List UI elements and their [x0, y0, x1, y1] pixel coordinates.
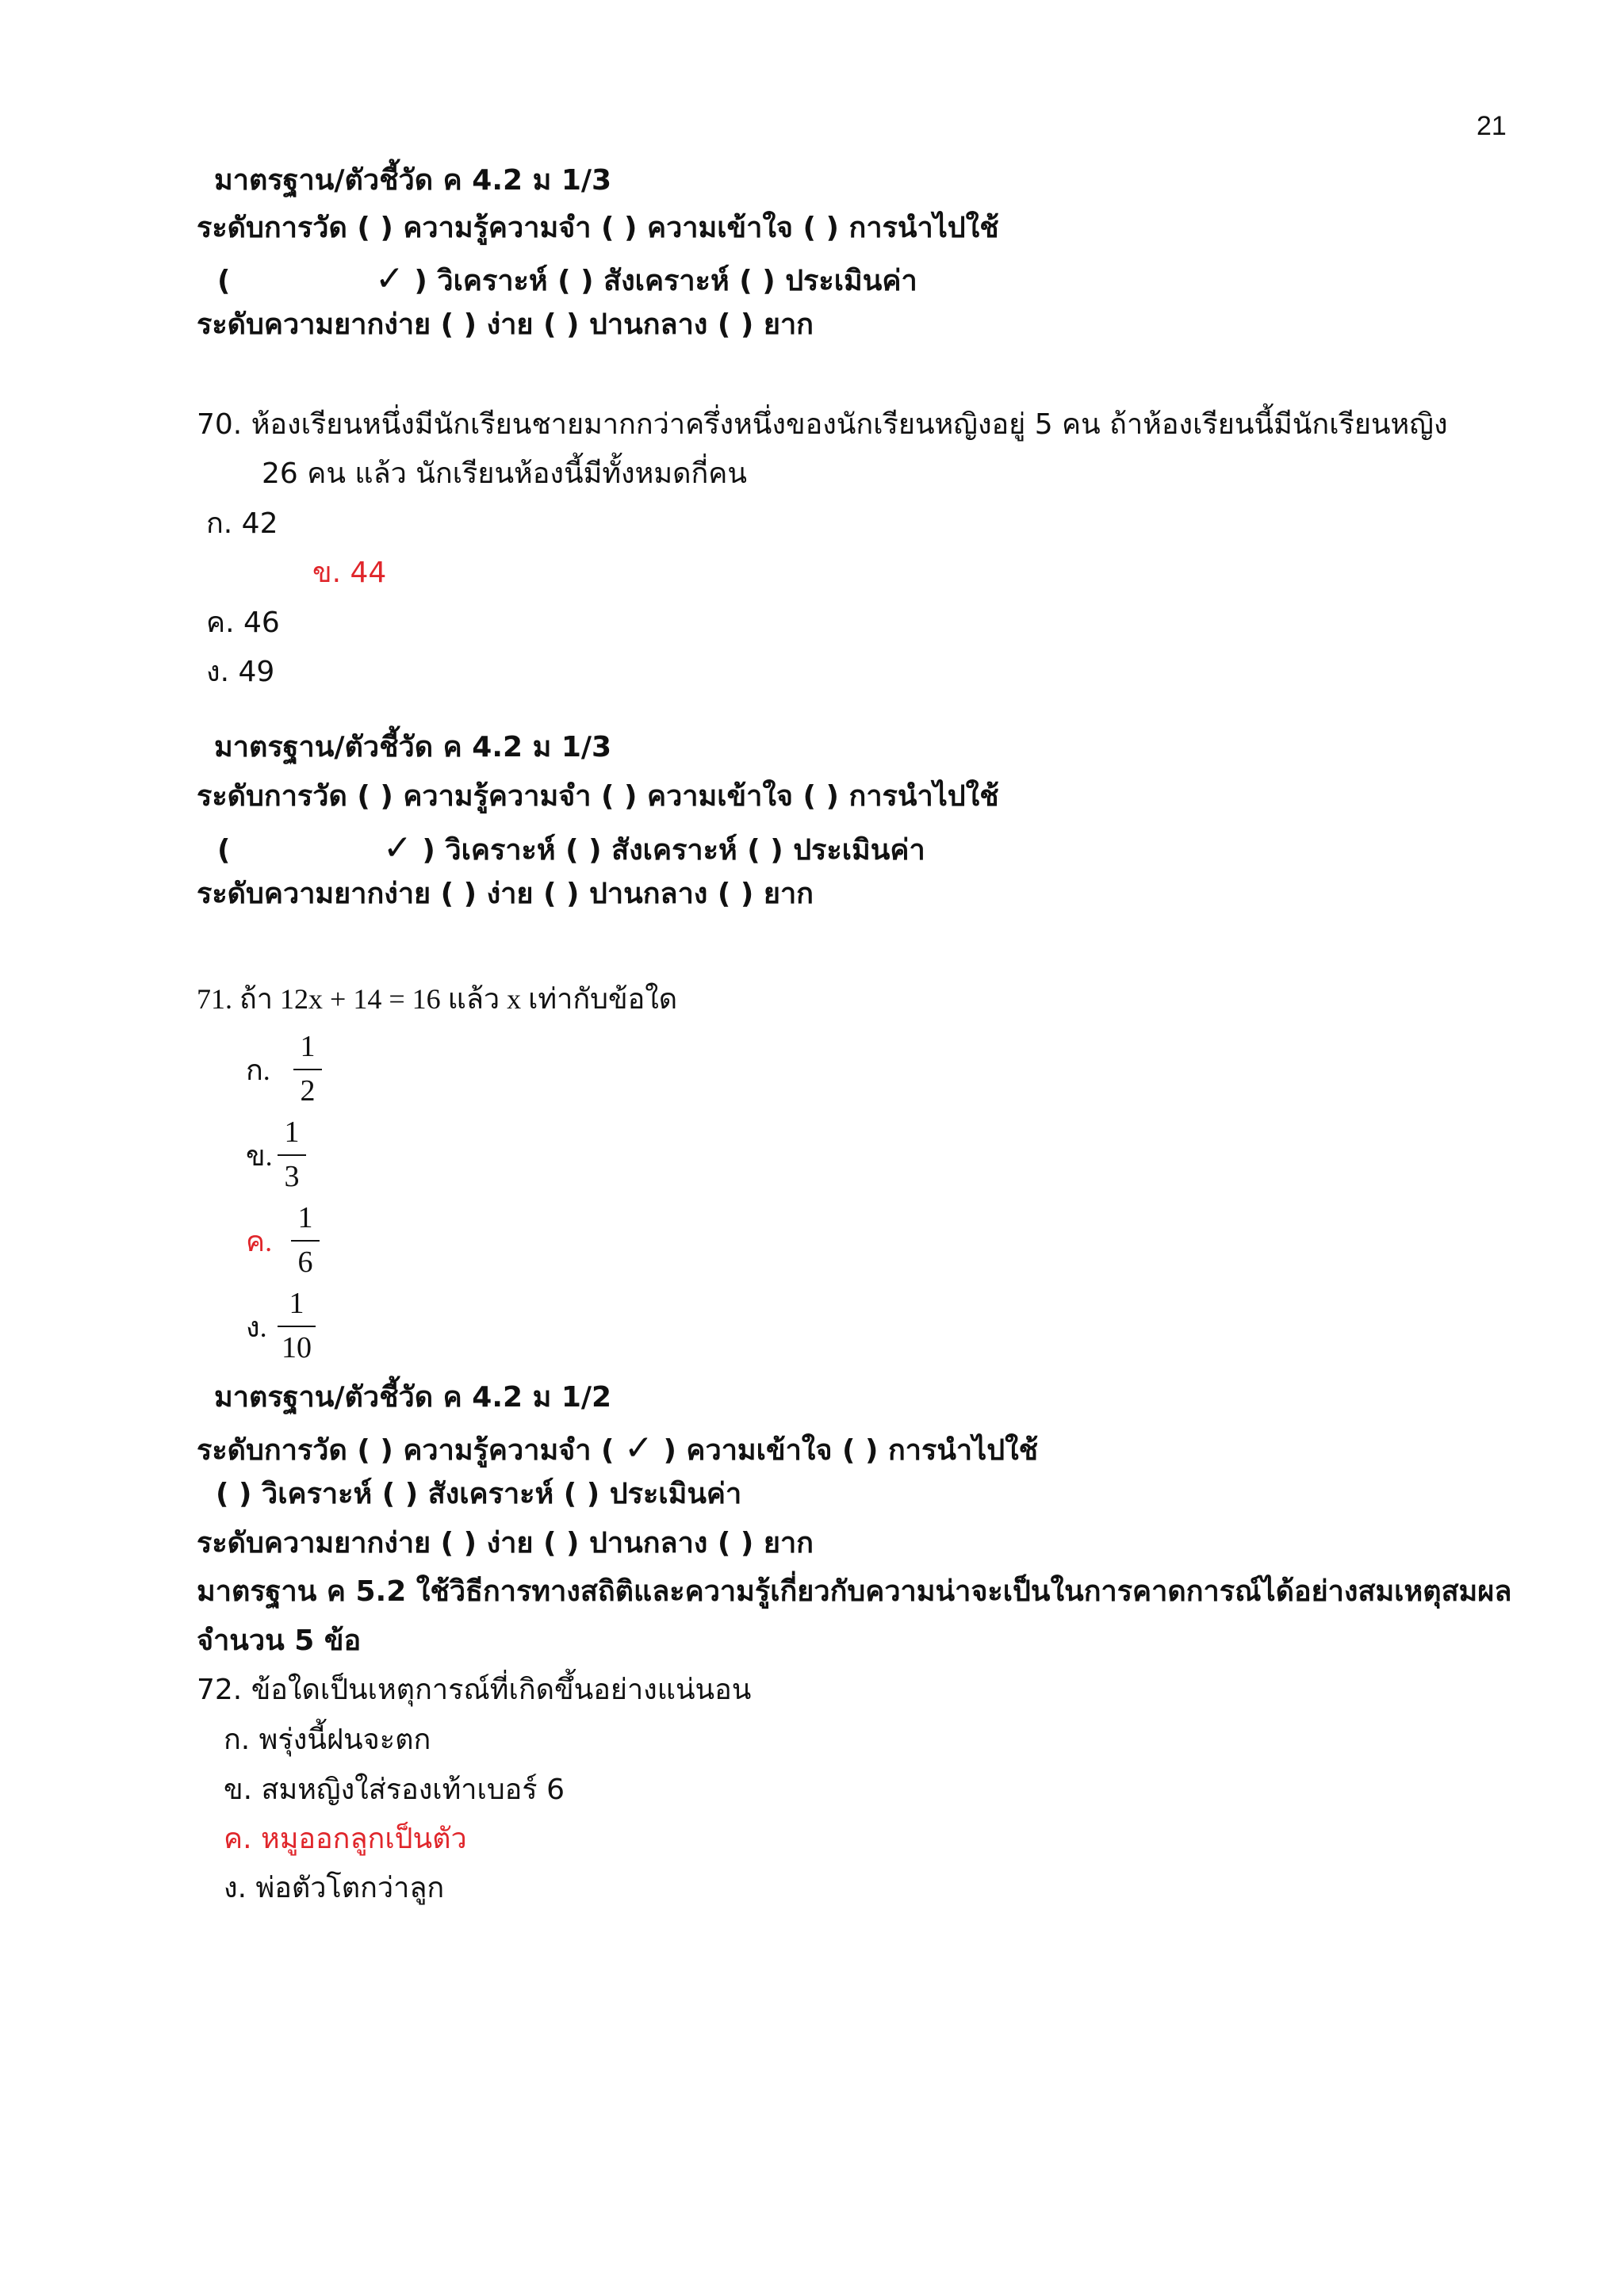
option-a: ก. พรุ่งนี้ฝนจะตก: [224, 1724, 431, 1756]
measurement-level: [197, 1428, 1039, 1468]
denominator: 6: [297, 1246, 313, 1279]
level-options: ) วิเคราะห์ ( ) สังเคราะห์ ( ) ประเมินค่า: [414, 265, 917, 297]
level-prefix: ระดับการวัด ( ) ความรู้ความจำ (: [197, 1434, 615, 1467]
fraction-bar: [293, 1069, 322, 1070]
option-b: ข. สมหญิงใส่รองเท้าเบอร์ 6: [224, 1774, 565, 1806]
fraction-one-third: [278, 1115, 306, 1194]
denominator: 3: [284, 1160, 300, 1193]
option-a-label: ก.: [246, 1054, 270, 1086]
measurement-level-cont: [217, 828, 925, 868]
option-b-answer: ข. 44: [312, 557, 387, 589]
question-70-line1: 70. ห้องเรียนหนึ่งมีนักเรียนชายมากกว่าครึ่งหนึ่งของนักเรียนหญิงอยู่ 5 คน ถ้าห้องเรียนนี้มีนักเรียนหญิง: [197, 408, 1448, 441]
checkmark-icon: ✓: [375, 258, 404, 299]
fraction-bar: [278, 1154, 306, 1156]
option-c-answer: ค. หมูออกลูกเป็นตัว: [224, 1823, 467, 1855]
numerator: 1: [300, 1030, 316, 1063]
option-c: ค. 46: [206, 607, 280, 639]
measurement-level-cont: [217, 258, 917, 299]
standard-indicator: มาตรฐาน/ตัวชี้วัด ค 4.2 ม 1/2: [214, 1381, 612, 1414]
fraction-bar: [291, 1240, 320, 1242]
option-b-label: ข.: [246, 1140, 273, 1172]
measurement-level: ระดับการวัด ( ) ความรู้ความจำ ( ) ความเข้าใจ ( ) การนำไปใช้: [197, 780, 999, 813]
level-suffix: ) ความเข้าใจ ( ) การนำไปใช้: [663, 1434, 1039, 1467]
paren-open: (: [217, 834, 231, 867]
option-a: ก. 42: [206, 507, 278, 540]
numerator: 1: [289, 1287, 304, 1320]
numerator: 1: [297, 1201, 313, 1234]
standard-indicator: มาตรฐาน/ตัวชี้วัด ค 4.2 ม 1/3: [214, 731, 612, 763]
standard-indicator: มาตรฐาน/ตัวชี้วัด ค 4.2 ม 1/3: [214, 164, 612, 197]
option-d-label: ง.: [246, 1311, 267, 1343]
page-number: 21: [1477, 111, 1507, 141]
checkmark-icon: ✓: [624, 1428, 653, 1468]
fraction-one-tenth: [278, 1286, 316, 1365]
difficulty-level: ระดับความยากง่าย ( ) ง่าย ( ) ปานกลาง ( ) ยาก: [197, 878, 814, 910]
paren-open: (: [217, 265, 231, 297]
question-70-line2: 26 คน แล้ว นักเรียนห้องนี้มีทั้งหมดกี่คน: [262, 457, 747, 490]
checkmark-icon: ✓: [383, 828, 412, 868]
denominator: 10: [282, 1331, 312, 1364]
measurement-level: ระดับการวัด ( ) ความรู้ความจำ ( ) ความเข้าใจ ( ) การนำไปใช้: [197, 212, 999, 244]
denominator: 2: [300, 1074, 316, 1108]
difficulty-level: ระดับความยากง่าย ( ) ง่าย ( ) ปานกลาง ( ) ยาก: [197, 308, 814, 341]
fraction-bar: [278, 1326, 316, 1327]
numerator: 1: [284, 1115, 300, 1149]
fraction-one-half: [293, 1029, 322, 1108]
measurement-level-cont: ( ) วิเคราะห์ ( ) สังเคราะห์ ( ) ประเมินค่า: [216, 1478, 742, 1510]
question-71: 71. ถ้า 12x + 14 = 16 แล้ว x เท่ากับข้อใด: [197, 983, 678, 1015]
fraction-one-sixth: [291, 1200, 320, 1280]
level-options: ) วิเคราะห์ ( ) สังเคราะห์ ( ) ประเมินค่า: [422, 834, 925, 867]
option-d: ง. 49: [206, 656, 275, 688]
option-d: ง. พ่อตัวโตกว่าลูก: [224, 1872, 445, 1904]
option-c-label-answer: ค.: [246, 1226, 273, 1257]
section-item-count: จำนวน 5 ข้อ: [197, 1624, 362, 1657]
difficulty-level: ระดับความยากง่าย ( ) ง่าย ( ) ปานกลาง ( ) ยาก: [197, 1527, 814, 1559]
question-72: 72. ข้อใดเป็นเหตุการณ์ที่เกิดขึ้นอย่างแน่นอน: [197, 1674, 752, 1706]
section-standard-title: มาตรฐาน ค 5.2 ใช้วิธีการทางสถิติและความรู้เกี่ยวกับความน่าจะเป็นในการคาดการณ์ได้อย่างสมเหตุสมผล: [197, 1575, 1512, 1608]
